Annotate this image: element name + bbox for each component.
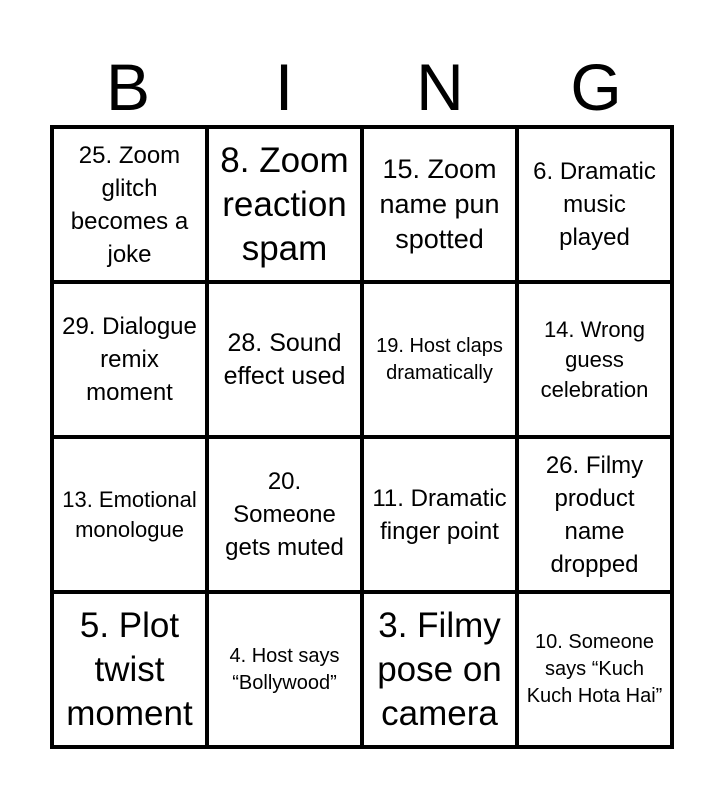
bingo-cell[interactable] — [362, 592, 517, 747]
bingo-cell[interactable] — [517, 437, 672, 592]
cell-label: 29. Dialogue remix moment — [62, 313, 197, 406]
bingo-cell[interactable] — [207, 127, 362, 282]
bingo-cell[interactable] — [362, 282, 517, 437]
bingo-header — [50, 52, 674, 122]
bingo-cell[interactable] — [362, 437, 517, 592]
header-letter-b: B — [105, 50, 151, 124]
cell-label: 13. Emotional monologue — [62, 486, 197, 542]
header-letter-i: I — [274, 50, 294, 124]
bingo-cell[interactable] — [207, 282, 362, 437]
bingo-cell[interactable] — [207, 437, 362, 592]
cell-label: 28. Sound effect used — [223, 328, 346, 390]
cell-label: 8. Zoom reaction spam — [220, 140, 349, 268]
cell-label: 4. Host says “Bollywood” — [229, 644, 340, 694]
bingo-cell[interactable] — [52, 437, 207, 592]
header-letter-n: N — [416, 50, 464, 124]
bingo-cell[interactable] — [52, 282, 207, 437]
cell-label: 19. Host claps dramatically — [376, 334, 503, 384]
cell-label: 11. Dramatic finger point — [372, 484, 507, 545]
bingo-cell[interactable] — [207, 592, 362, 747]
bingo-cell[interactable] — [362, 127, 517, 282]
cell-label: 20. Someone gets muted — [225, 468, 344, 561]
cell-label: 25. Zoom glitch becomes a joke — [70, 141, 189, 268]
bingo-cell[interactable] — [517, 127, 672, 282]
cell-label: 5. Plot twist moment — [66, 605, 193, 733]
bingo-board — [50, 125, 674, 749]
bingo-cell[interactable] — [517, 592, 672, 747]
cell-label: 3. Filmy pose on camera — [377, 605, 502, 733]
cell-label: 14. Wrong guess celebration — [540, 316, 649, 402]
cell-label: 15. Zoom name pun spotted — [379, 154, 500, 254]
bingo-cell[interactable] — [52, 127, 207, 282]
bingo-cell[interactable] — [517, 282, 672, 437]
cell-label: 26. Filmy product name dropped — [545, 451, 644, 578]
cell-label: 10. Someone says “Kuch Kuch Hota Hai” — [526, 631, 663, 707]
header-letter-g: G — [570, 50, 622, 124]
cell-label: 6. Dramatic music played — [533, 158, 656, 251]
bingo-cell[interactable] — [52, 592, 207, 747]
